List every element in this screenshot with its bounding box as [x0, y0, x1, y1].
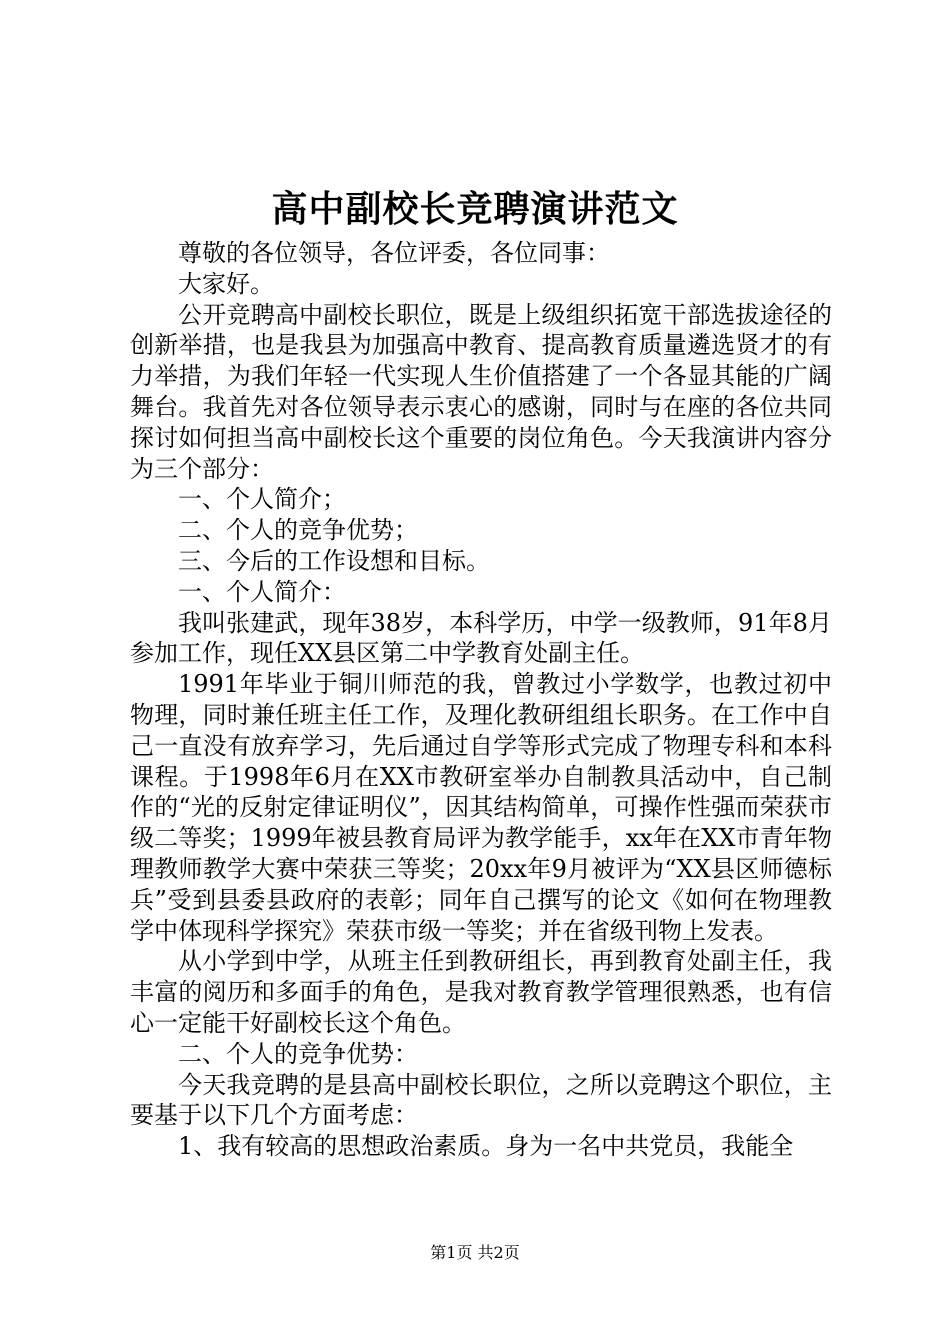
salutation: 尊敬的各位领导，各位评委，各位同事： [178, 239, 610, 267]
document-title: 高中副校长竞聘演讲范文 [271, 188, 679, 230]
paragraph-summary: 从小学到中学，从班主任到教研组长，再到教育处副主任，我丰富的阅历和多面手的角色，是我对教育教学管理很熟悉，也有信心一定能干好副校长这个角色。 [130, 947, 832, 1037]
greeting: 大家好。 [178, 269, 274, 298]
outline-item-2: 二、个人的竞争优势； [178, 516, 418, 545]
section-heading-1: 一、个人简介： [178, 577, 346, 606]
paragraph-experience: 1991年毕业于铜川师范的我，曾教过小学数学，也教过初中物理，同时兼任班主任工作，及理化教研组组长职务。在工作中自己一直没有放弃学习，先后通过自学等形式完成了物理专科和本科课程。于1998年6月在XX市教研室举办自制教具活动中，自己制作的“光的反射定律证明仪”，因其结构简单，可操作性强而荣获市级二等奖；1999年被县教育局评为教学能手，xx年在XX市青年物理教师教学大赛中荣获三等奖；20xx年9月被评为“XX县区师德标兵”受到县委县政府的表彰；同年自己撰写的论文《如何在物理教学中体现科学探究》荣获市级一等奖；并在省级刊物上发表。 [130, 670, 832, 945]
paragraph-reasons: 今天我竞聘的是县高中副校长职位，之所以竞聘这个职位，主要基于以下几个方面考虑： [130, 1070, 832, 1130]
paragraph-intro: 公开竞聘高中副校长职位，既是上级组织拓宽干部选拔途径的创新举措，也是我县为加强高中教育、提高教育质量遴选贤才的有力举措，为我们年轻一代实现人生价值搭建了一个各显其能的广阔舞台。我首先对各位领导表示衷心的感谢，同时与在座的各位共同探讨如何担当高中副校长这个重要的岗位角色。今天我演讲内容分为三个部分： [130, 300, 832, 483]
section-heading-2: 二、个人的竞争优势： [178, 1039, 418, 1068]
outline-item-1: 一、个人简介； [178, 485, 346, 514]
document-body [130, 238, 832, 1162]
paragraph-self-intro: 我叫张建武，现年38岁，本科学历，中学一级教师，91年8月参加工作，现任XX县区第二中学教育处副主任。 [130, 608, 832, 668]
page-footer: 第1页 共2页 [430, 1243, 520, 1262]
paragraph-point-1: 1、我有较高的思想政治素质。身为一名中共党员，我能全 [178, 1132, 794, 1161]
outline-item-3: 三、今后的工作设想和目标。 [178, 546, 490, 575]
